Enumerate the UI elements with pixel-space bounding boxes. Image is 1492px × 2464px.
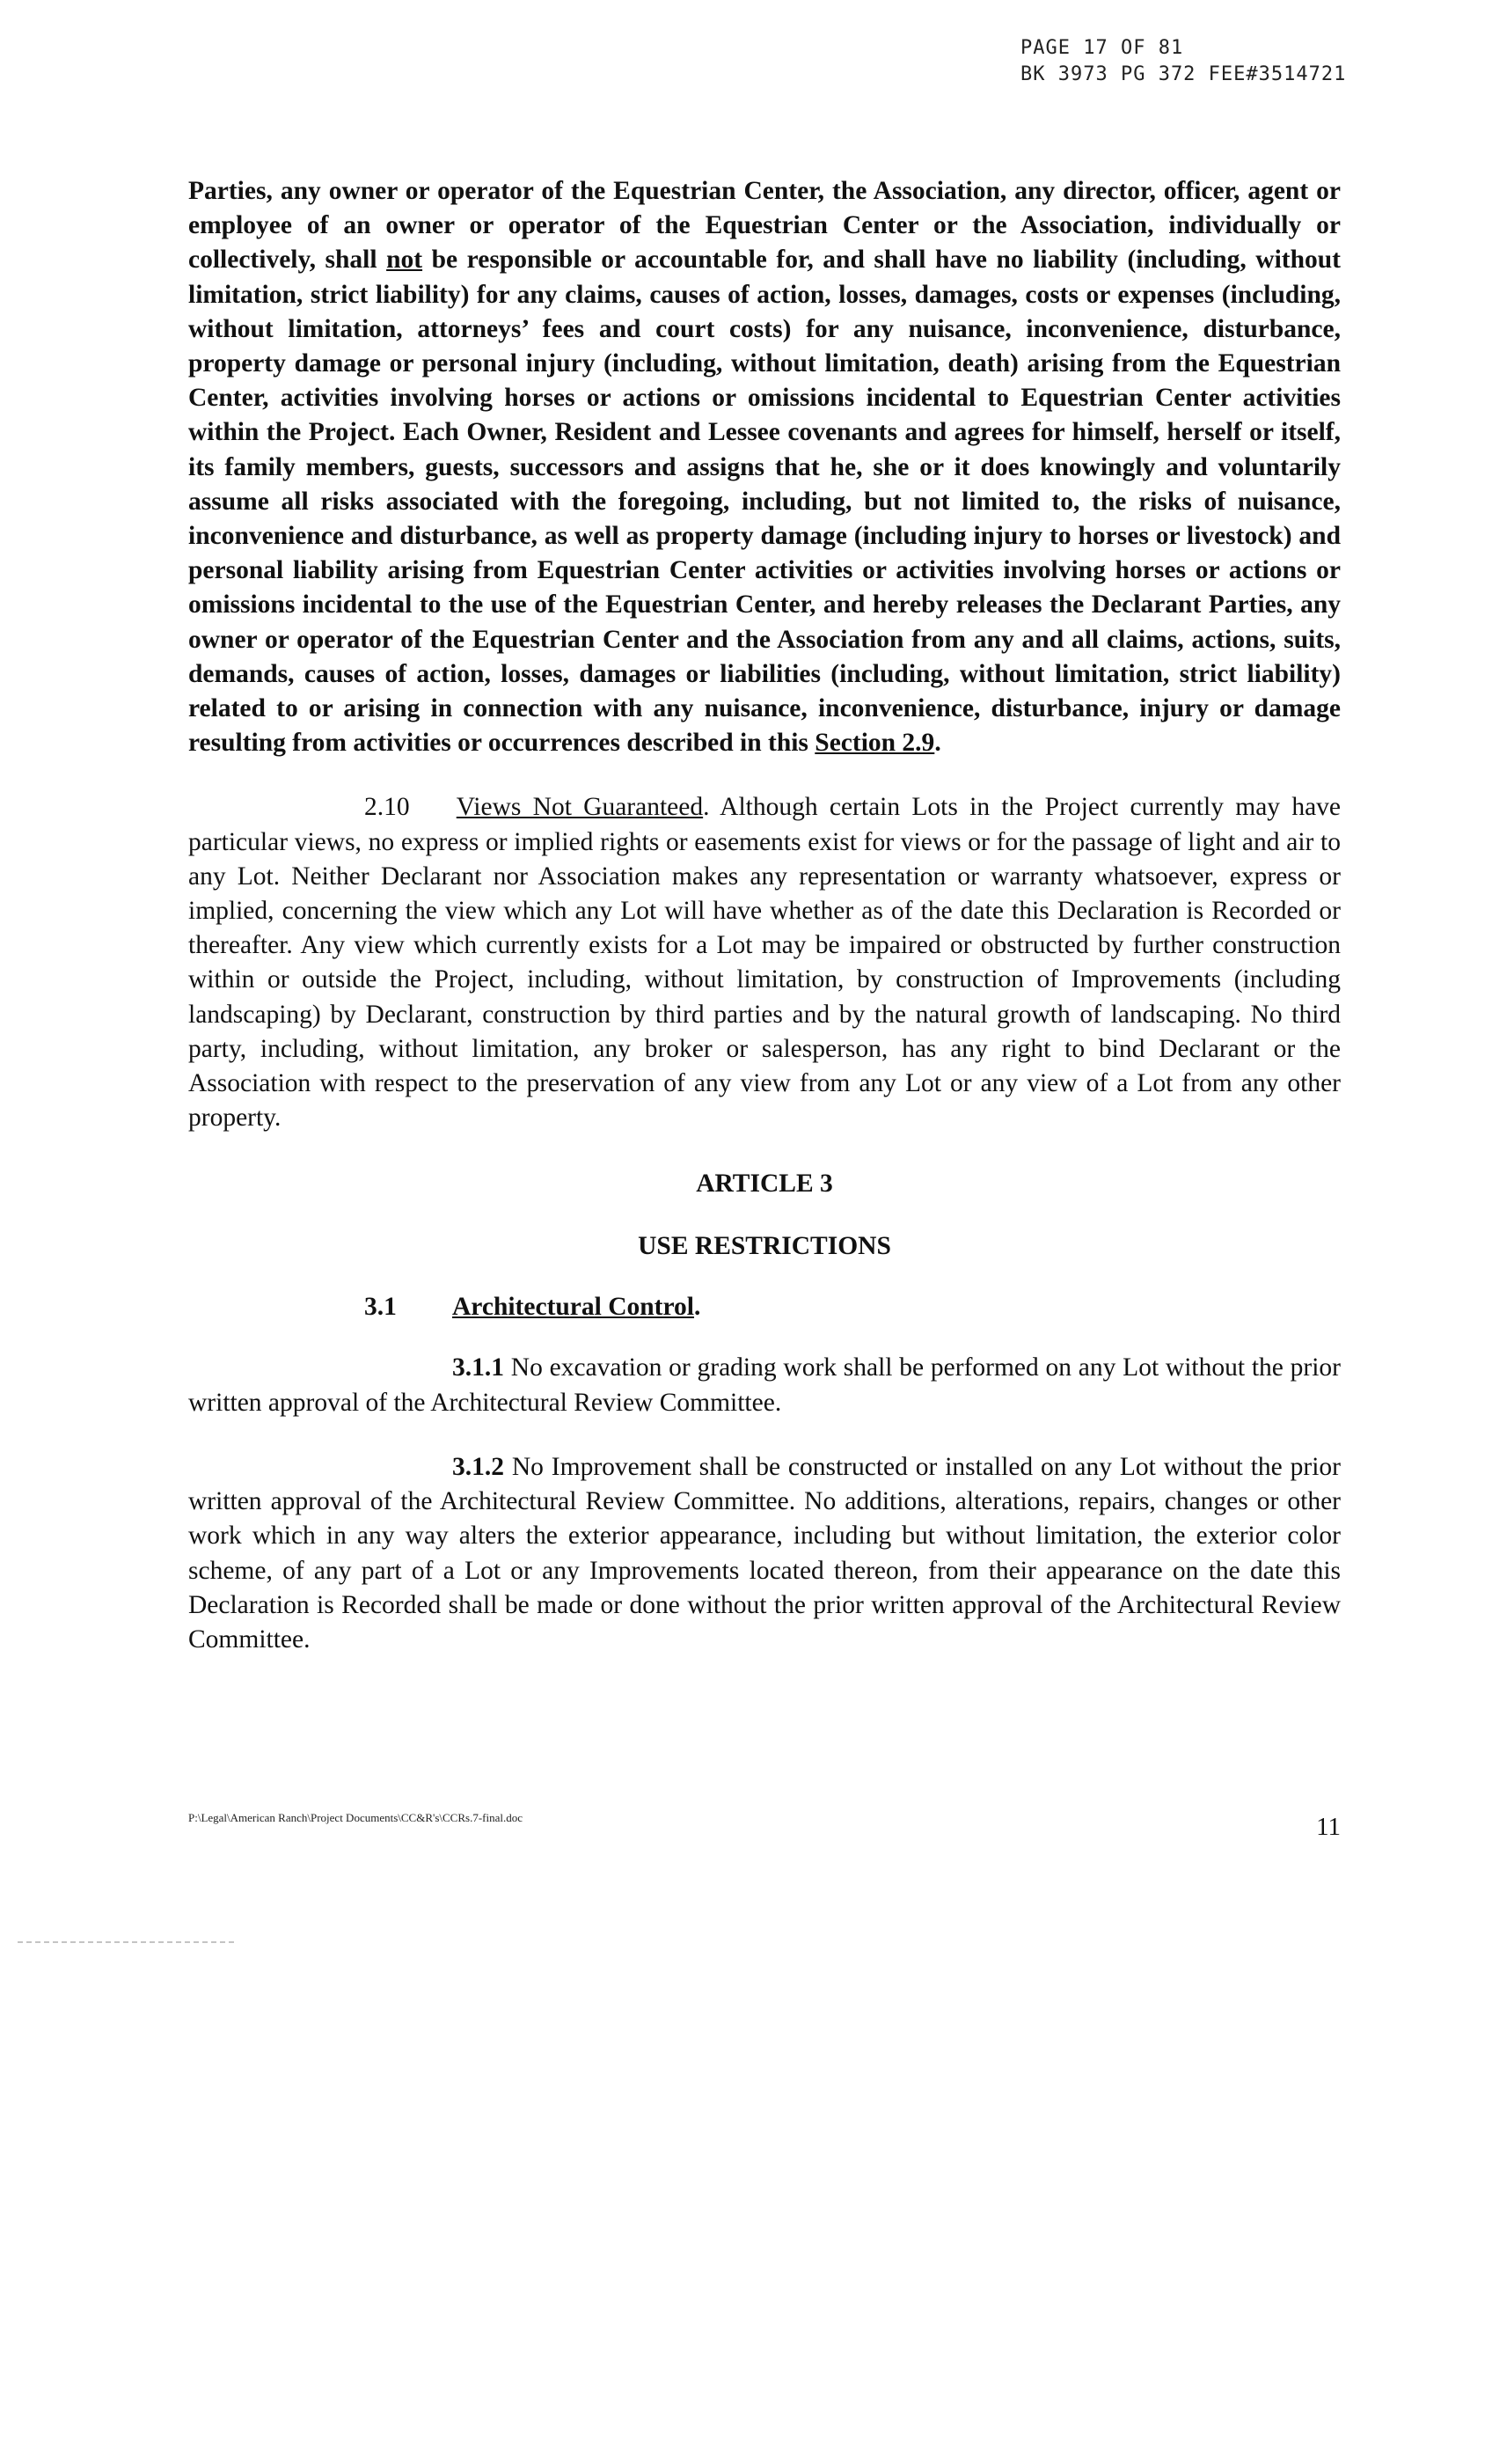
file-path: P:\Legal\American Ranch\Project Documents\CC&R's\CCRs.7-final.doc [188, 1811, 523, 1824]
stamp-book-line: BK 3973 PG 372 FEE#3514721 [1020, 63, 1347, 85]
paragraph-section-2-10 [188, 790, 1341, 1135]
subsection-body: No Improvement shall be constructed or installed on any Lot without the prior written approval of the Architectural Review Committee. No additions, alterations, repairs, changes or other work which in any way alters the exterior appearance, including but without limitation, the exterior color scheme, of any part of a Lot or any Improvements located thereon, from their appearance on the date this Declaration is Recorded shall be made or done without the prior written approval of the Architectural Review Committee. [188, 1452, 1341, 1654]
section-title: Architectural Control [452, 1293, 695, 1322]
section-3-1-heading [364, 1290, 1341, 1324]
recording-stamp [1020, 35, 1346, 88]
section-number: 2.10 [364, 793, 410, 822]
subsection-number: 3.1.2 [452, 1452, 504, 1481]
article-title: USE RESTRICTIONS [638, 1232, 891, 1261]
para-text-a: Parties, any owner or operator of the Equestrian Center, the Association, any director, officer, agent or employee of an owner or operator of the Equestrian Center or the Association, individually or collectively, shall [188, 177, 1341, 275]
section-reference: Section 2.9 [815, 729, 935, 758]
emphasis-not: not [386, 246, 423, 275]
section-body: Although certain Lots in the Project currently may have particular views, no express or implied rights or easements exist for views or for the passage of light and air to any Lot. Neither Declarant nor Association makes any representation or warranty whatsoever, express or implied, concerning the view which any Lot will have whether as of the date this Declaration is Recorded or thereafter. Any view which currently exists for a Lot may be impaired or obstructed by further construction within or outside the Project, including, without limitation, by construction of Improvements (including landscaping) by Declarant, construction by third parties and by the natural growth of landscaping. No third party, including, without limitation, any broker or salesperson, has any right to bind Declarant or the Association with respect to the preservation of any view from any Lot or any view of a Lot from any other property. [188, 793, 1342, 1133]
article-heading: ARTICLE 3 [696, 1170, 833, 1199]
paragraph-section-3-1-1 [188, 1351, 1341, 1419]
paragraph-section-3-1-2 [188, 1450, 1341, 1657]
subsection-number: 3.1.1 [452, 1353, 504, 1382]
para-text-end: . [934, 729, 941, 758]
para-text-b: be responsible or accountable for, and shall have no liability (including, without limitation, strict liability) for any claims, causes of action, losses, damages, costs or expenses (including, without limitation, attorneys’ fees and court costs) for any nuisance, inconvenience, disturbance, property damage or personal injury (including, without limitation, death) arising from the Equestrian Center, activities involving horses or actions or omissions incidental to Equestrian Center activities within the Project. Each Owner, Resident and Lessee covenants and agrees for himself, herself or itself, its family members, guests, successors and assigns that he, she or it does knowingly and voluntarily assume all risks associated with the foregoing, including, but not limited to, the risks of nuisance, inconvenience and disturbance, as well as property damage (including injury to horses or livestock) and personal liability arising from Equestrian Center activities or activities involving horses or actions or omissions incidental to the use of the Equestrian Center, and hereby releases the Declarant Parties, any owner or operator of the Equestrian Center and the Association from any and all claims, actions, suits, demands, causes of action, losses, damages or liabilities (including, without limitation, strict liability) related to or arising in connection with any nuisance, inconvenience, disturbance, injury or damage resulting from activities or occurrences described in this [188, 246, 1341, 758]
document-body [188, 174, 1341, 1657]
section-title-end: . [694, 1293, 701, 1322]
scan-artifact-line [18, 1941, 238, 1943]
section-title: Views Not Guaranteed [456, 793, 704, 822]
section-number: 3.1 [364, 1293, 397, 1322]
stamp-page-line: PAGE 17 OF 81 [1020, 37, 1184, 59]
page-number: 11 [1316, 1813, 1341, 1841]
paragraph-section-2-9-continued [188, 174, 1341, 760]
section-title-end: . [703, 793, 710, 822]
subsection-body: No excavation or grading work shall be performed on any Lot without the prior written approval of the Architectural Review Committee. [188, 1353, 1341, 1417]
